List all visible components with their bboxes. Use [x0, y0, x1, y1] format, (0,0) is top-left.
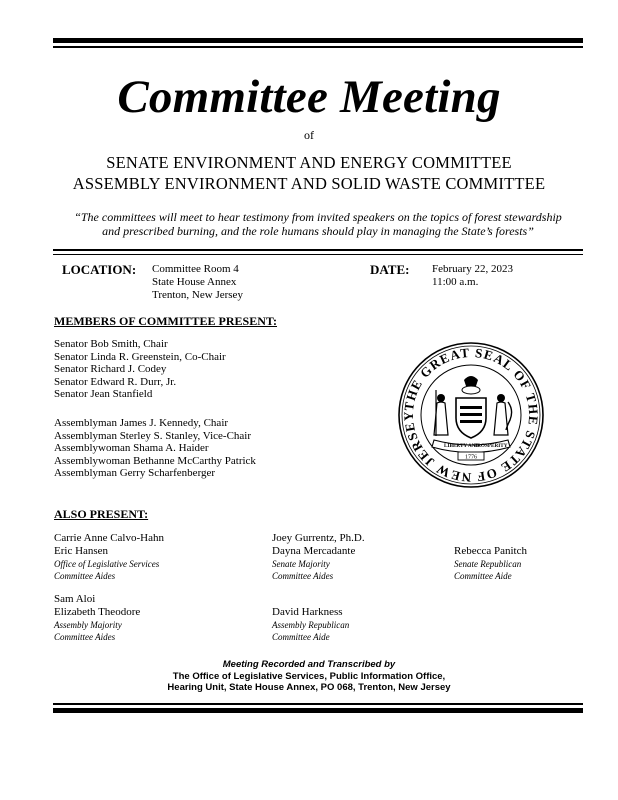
mid-rule-thin — [53, 254, 583, 255]
location-line: Trenton, New Jersey — [152, 289, 243, 301]
assembly-committee-name: ASSEMBLY ENVIRONMENT AND SOLID WASTE COMMITTEE — [72, 174, 546, 193]
seal-banner-right: PROSPERITY — [474, 443, 508, 449]
svg-text:THE GREAT SEAL OF THE STATE OF: THE GREAT SEAL OF THE STATE OF NEW JERSEY — [400, 344, 542, 486]
bottom-rule-thin — [53, 703, 583, 705]
staff-org: Committee Aides — [54, 632, 116, 642]
staff-org: Senate Republican — [454, 559, 522, 569]
footer-line-1: Meeting Recorded and Transcribed by — [222, 659, 396, 670]
members-heading: MEMBERS OF COMMITTEE PRESENT: — [54, 314, 278, 328]
seal-year: 1776 — [465, 454, 477, 461]
top-rule-thin — [53, 46, 583, 48]
assembly-member-name: Assemblyman Sterley S. Stanley, Vice-Chair — [54, 429, 252, 442]
transcription-credit — [0, 659, 618, 694]
description-line-1: “The committees will meet to hear testimony from invited speakers on the topics of forest stewardship — [74, 210, 562, 224]
assembly-member-name: Assemblyman Gerry Scharfenberger — [54, 467, 216, 480]
mid-rule-thick — [53, 249, 583, 251]
staff-name: Eric Hansen — [54, 545, 109, 557]
staff-group-senate-republican — [454, 545, 527, 582]
staff-name: David Harkness — [272, 606, 343, 618]
nj-great-seal-icon — [396, 340, 546, 490]
staff-name: Sam Aloi — [54, 593, 96, 605]
staff-name: Joey Gurrentz, Ph.D. — [272, 532, 365, 544]
staff-group-ols — [54, 532, 164, 582]
staff-group-senate-majority — [272, 532, 365, 582]
seal-banner-left: LIBERTY AND — [444, 443, 480, 449]
description-line-2: and prescribed burning, and the role humans should play in managing the State’s forests” — [102, 224, 534, 238]
staff-org: Committee Aides — [272, 571, 334, 581]
location-label: LOCATION: — [62, 262, 137, 277]
assembly-member-name: Assemblywoman Bethanne McCarthy Patrick — [54, 454, 256, 467]
staff-org: Assembly Majority — [54, 620, 122, 630]
date-line: February 22, 2023 — [432, 263, 513, 275]
bottom-rule-thick — [53, 708, 583, 713]
meeting-description — [53, 210, 583, 238]
top-rule-thick — [53, 38, 583, 43]
date-line: 11:00 a.m. — [432, 276, 479, 288]
staff-name: Rebecca Panitch — [454, 545, 527, 557]
footer-line-3: Hearing Unit, State House Annex, PO 068, Trenton, New Jersey — [167, 682, 451, 693]
assembly-member-name: Assemblywoman Shama A. Haider — [54, 442, 209, 455]
page-title: Committee Meeting — [117, 71, 501, 123]
staff-name: Dayna Mercadante — [272, 545, 356, 557]
assembly-member-name: Assemblyman James J. Kennedy, Chair — [54, 417, 229, 429]
staff-org: Committee Aide — [454, 571, 512, 581]
senate-committee-name: SENATE ENVIRONMENT AND ENERGY COMMITTEE — [106, 153, 512, 172]
also-present-heading: ALSO PRESENT: — [54, 507, 149, 521]
senator-name: Senator Jean Stanfield — [54, 388, 153, 401]
staff-org: Committee Aide — [272, 632, 330, 642]
location-line: State House Annex — [152, 276, 237, 288]
date-label: DATE: — [370, 262, 410, 277]
senator-name: Senator Richard J. Codey — [54, 363, 167, 376]
staff-group-assembly-majority — [54, 593, 140, 643]
assembly-list — [54, 417, 256, 480]
staff-org: Office of Legislative Services — [54, 559, 160, 569]
location-value — [152, 263, 243, 302]
senators-list — [54, 338, 226, 401]
date-value — [432, 263, 513, 289]
senator-name: Senator Linda R. Greenstein, Co-Chair — [54, 350, 226, 363]
of-label: of — [304, 128, 314, 142]
staff-org: Assembly Republican — [272, 620, 350, 630]
staff-group-assembly-republican — [272, 606, 349, 643]
staff-org: Committee Aides — [54, 571, 116, 581]
staff-name: Elizabeth Theodore — [54, 606, 141, 618]
senator-name: Senator Bob Smith, Chair — [54, 338, 168, 350]
location-line: Committee Room 4 — [152, 263, 239, 275]
staff-org: Senate Majority — [272, 559, 330, 569]
footer-line-2: The Office of Legislative Services, Public Information Office, — [172, 670, 446, 682]
staff-name: Carrie Anne Calvo-Hahn — [54, 532, 164, 544]
senator-name: Senator Edward R. Durr, Jr. — [54, 375, 177, 388]
